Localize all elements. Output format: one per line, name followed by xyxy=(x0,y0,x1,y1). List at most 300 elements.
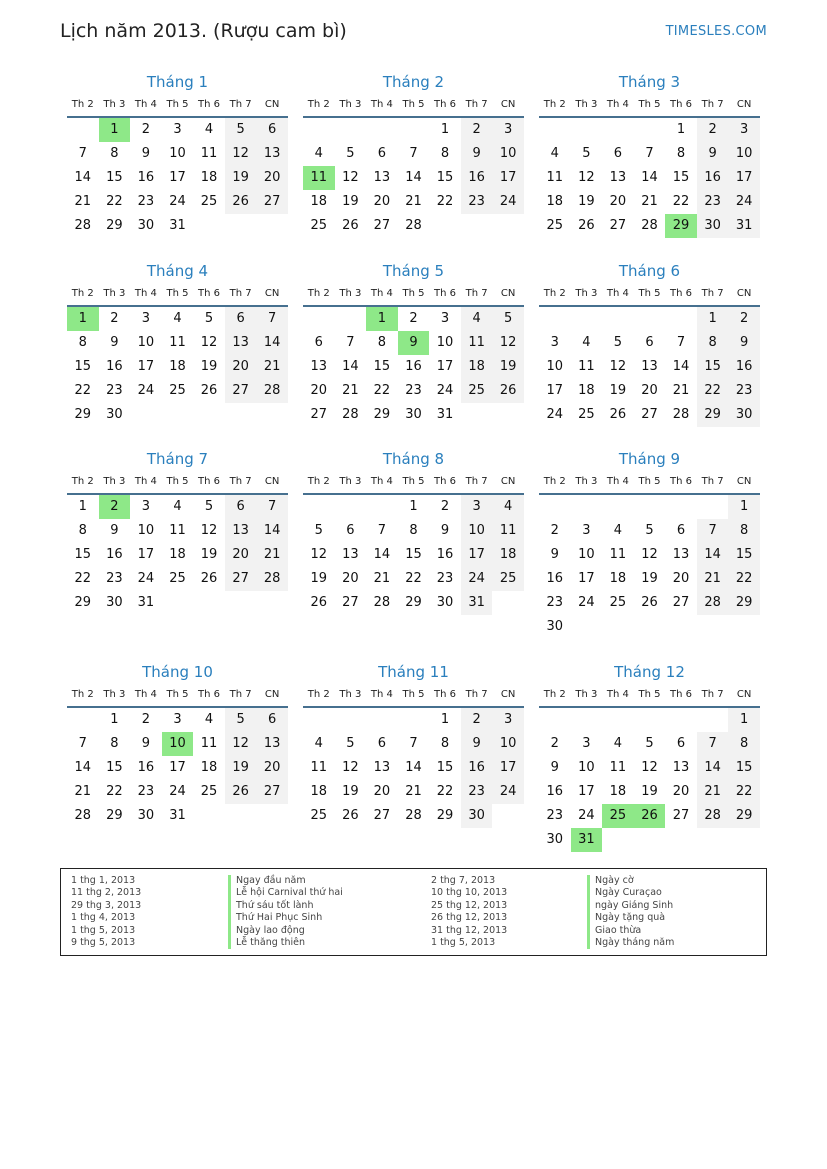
day-cell: 18 xyxy=(200,170,218,185)
day-cell: 23 xyxy=(546,595,564,610)
empty-cell xyxy=(602,708,634,732)
weekday-label: Th 3 xyxy=(103,287,126,299)
weekday-label: Th 3 xyxy=(575,688,598,700)
day-cell: 11 xyxy=(169,335,186,350)
day-cell: 29 xyxy=(405,595,422,610)
day-cell: 16 xyxy=(137,170,155,185)
empty-cell xyxy=(366,118,398,142)
weekday-label: CN xyxy=(264,287,280,299)
weekday-label: Th 6 xyxy=(434,688,457,700)
day-cell: 18 xyxy=(546,194,564,209)
day-cell: 13 xyxy=(256,142,288,166)
day-cell: 30 xyxy=(461,804,493,828)
weekday-header xyxy=(67,92,288,118)
day-cell: 29 xyxy=(728,804,760,828)
weekday-label: Th 2 xyxy=(307,475,330,487)
weekday-label: Th 3 xyxy=(103,98,126,110)
day-cell: 24 xyxy=(546,407,564,422)
day-cell: 19 xyxy=(310,571,328,586)
day-cell: 30 xyxy=(106,407,123,422)
weekday-label: Th 5 xyxy=(166,98,189,110)
day-cell: 31 xyxy=(728,214,760,238)
day-cell: 14 xyxy=(405,760,422,775)
weekday-header xyxy=(303,281,524,307)
day-cell: 22 xyxy=(106,194,123,209)
day-cell: 7 xyxy=(409,736,418,751)
page-title: Lịch năm 2013. (Rượu cam bì) xyxy=(60,20,347,42)
weekday-label: Th 2 xyxy=(543,688,566,700)
day-cell: 3 xyxy=(141,499,151,514)
day-cell: 10 xyxy=(546,359,564,374)
day-cell: 8 xyxy=(697,331,729,355)
month-name: Tháng 4 xyxy=(146,262,209,280)
day-cell: 17 xyxy=(578,784,595,799)
day-cell: 15 xyxy=(106,170,123,185)
day-cell: 23 xyxy=(546,808,564,823)
day-cell: 15 xyxy=(728,756,760,780)
day-cell: 26 xyxy=(641,595,658,610)
holiday-day-cell: 2 xyxy=(99,495,131,519)
day-cell: 4 xyxy=(613,736,623,751)
day-cell: 12 xyxy=(609,359,627,374)
day-grid xyxy=(539,118,760,238)
day-cell: 28 xyxy=(373,595,391,610)
day-cell: 18 xyxy=(169,359,186,374)
day-cell: 21 xyxy=(74,194,92,209)
day-cell: 12 xyxy=(342,760,359,775)
day-cell: 18 xyxy=(578,383,595,398)
day-cell: 17 xyxy=(436,359,454,374)
day-cell: 14 xyxy=(373,547,391,562)
day-cell: 24 xyxy=(492,780,524,804)
weekday-header xyxy=(539,469,760,495)
day-cell: 31 xyxy=(169,218,186,233)
day-cell: 28 xyxy=(256,567,288,591)
day-cell: 14 xyxy=(405,170,422,185)
day-cell: 21 xyxy=(342,383,359,398)
weekday-label: Th 5 xyxy=(638,287,661,299)
day-cell: 18 xyxy=(310,194,328,209)
day-cell: 26 xyxy=(492,379,524,403)
day-cell: 20 xyxy=(225,355,257,379)
day-cell: 11 xyxy=(546,170,564,185)
month-7 xyxy=(67,449,288,615)
day-cell: 22 xyxy=(436,784,454,799)
day-cell: 6 xyxy=(645,335,654,350)
weekday-header xyxy=(303,92,524,118)
day-cell: 9 xyxy=(461,732,493,756)
day-cell: 14 xyxy=(256,519,288,543)
day-cell: 24 xyxy=(169,194,186,209)
weekday-label: CN xyxy=(736,287,752,299)
day-cell: 22 xyxy=(74,571,92,586)
day-cell: 21 xyxy=(405,784,422,799)
day-cell: 23 xyxy=(728,379,760,403)
day-cell: 25 xyxy=(461,379,493,403)
day-cell: 15 xyxy=(373,359,391,374)
day-cell: 8 xyxy=(676,146,686,161)
day-cell: 16 xyxy=(106,547,123,562)
day-cell: 24 xyxy=(169,784,186,799)
weekday-label: Th 2 xyxy=(307,688,330,700)
holiday-day-cell: 31 xyxy=(571,828,603,852)
weekday-label: Th 5 xyxy=(402,287,425,299)
day-grid xyxy=(539,495,760,639)
legend-date: 9 thg 5, 2013 xyxy=(71,936,136,948)
legend-names-1 xyxy=(228,875,343,949)
day-cell: 6 xyxy=(256,118,288,142)
day-cell: 10 xyxy=(728,142,760,166)
day-grid xyxy=(67,307,288,427)
day-cell: 16 xyxy=(461,756,493,780)
legend-date: 2 thg 7, 2013 xyxy=(431,875,496,886)
empty-cell xyxy=(303,708,335,732)
weekday-label: Th 3 xyxy=(575,475,598,487)
weekday-header xyxy=(539,682,760,708)
holiday-legend xyxy=(60,868,767,956)
day-cell: 13 xyxy=(373,760,391,775)
day-cell: 18 xyxy=(461,355,493,379)
day-cell: 30 xyxy=(436,595,454,610)
day-cell: 14 xyxy=(74,760,92,775)
weekday-label: Th 3 xyxy=(339,475,362,487)
day-cell: 8 xyxy=(110,736,119,751)
day-cell: 3 xyxy=(582,523,591,538)
weekday-label: Th 5 xyxy=(402,475,425,487)
day-cell: 26 xyxy=(200,383,218,398)
day-cell: 9 xyxy=(110,335,119,350)
day-cell: 26 xyxy=(578,218,595,233)
weekday-label: CN xyxy=(736,98,752,110)
weekday-label: Th 5 xyxy=(638,475,661,487)
day-cell: 28 xyxy=(641,218,658,233)
day-cell: 27 xyxy=(373,808,391,823)
day-cell: 28 xyxy=(697,591,729,615)
day-cell: 23 xyxy=(461,780,493,804)
month-name: Tháng 11 xyxy=(378,663,449,681)
day-cell: 6 xyxy=(225,307,257,331)
day-cell: 1 xyxy=(676,122,686,137)
day-cell: 22 xyxy=(672,194,690,209)
day-cell: 19 xyxy=(609,383,627,398)
day-cell: 13 xyxy=(373,170,391,185)
weekday-label: Th 7 xyxy=(701,475,724,487)
day-cell: 27 xyxy=(672,808,690,823)
day-cell: 11 xyxy=(461,331,493,355)
day-cell: 5 xyxy=(582,146,591,161)
day-cell: 31 xyxy=(137,595,155,610)
day-cell: 10 xyxy=(137,523,155,538)
day-cell: 3 xyxy=(173,712,182,727)
day-cell: 1 xyxy=(440,712,450,727)
day-grid xyxy=(67,708,288,828)
day-cell: 13 xyxy=(672,547,690,562)
empty-cell xyxy=(335,495,367,519)
legend-holiday: Thứ sáu tốt lành xyxy=(228,900,343,912)
day-cell: 14 xyxy=(256,331,288,355)
empty-cell xyxy=(398,708,430,732)
empty-cell xyxy=(571,307,603,331)
legend-holiday: Ngày Curaçao xyxy=(587,887,674,899)
day-cell: 30 xyxy=(106,595,123,610)
site-link[interactable]: TIMESLES.COM xyxy=(665,24,767,39)
day-cell: 5 xyxy=(346,736,355,751)
weekday-label: Th 2 xyxy=(307,98,330,110)
day-cell: 29 xyxy=(436,808,454,823)
day-cell: 9 xyxy=(141,146,151,161)
day-cell: 7 xyxy=(346,335,355,350)
empty-cell xyxy=(335,708,367,732)
day-cell: 6 xyxy=(256,708,288,732)
day-cell: 7 xyxy=(409,146,418,161)
legend-holiday: Ngày tháng năm xyxy=(587,937,674,949)
day-cell: 2 xyxy=(461,118,493,142)
day-cell: 12 xyxy=(492,331,524,355)
month-4 xyxy=(67,261,288,427)
weekday-label: Th 2 xyxy=(543,475,566,487)
day-cell: 16 xyxy=(546,784,564,799)
weekday-label: Th 2 xyxy=(543,287,566,299)
month-10 xyxy=(67,662,288,828)
day-cell: 9 xyxy=(550,547,559,562)
legend-holiday: Ngày cờ xyxy=(587,875,674,887)
day-cell: 26 xyxy=(342,808,359,823)
day-cell: 2 xyxy=(409,311,418,326)
day-cell: 24 xyxy=(137,571,155,586)
day-cell: 2 xyxy=(110,311,119,326)
month-name: Tháng 5 xyxy=(382,262,445,280)
day-cell: 27 xyxy=(641,407,658,422)
weekday-label: Th 7 xyxy=(465,475,488,487)
day-cell: 16 xyxy=(546,571,564,586)
weekday-header xyxy=(67,682,288,708)
day-cell: 20 xyxy=(256,756,288,780)
weekday-label: Th 4 xyxy=(134,287,157,299)
day-cell: 15 xyxy=(74,547,92,562)
weekday-label: CN xyxy=(500,287,516,299)
day-cell: 12 xyxy=(342,170,359,185)
weekday-label: Th 3 xyxy=(339,98,362,110)
day-cell: 31 xyxy=(461,591,493,615)
weekday-header xyxy=(67,469,288,495)
weekday-label: CN xyxy=(500,475,516,487)
day-cell: 26 xyxy=(225,190,257,214)
day-cell: 21 xyxy=(697,567,729,591)
day-cell: 8 xyxy=(440,146,450,161)
day-cell: 4 xyxy=(613,523,623,538)
day-grid xyxy=(67,118,288,238)
empty-cell xyxy=(665,708,697,732)
day-cell: 11 xyxy=(169,523,186,538)
weekday-label: Th 5 xyxy=(638,688,661,700)
day-cell: 17 xyxy=(461,543,493,567)
day-cell: 25 xyxy=(169,571,186,586)
legend-date: 25 thg 12, 2013 xyxy=(431,899,508,911)
day-cell: 8 xyxy=(110,146,119,161)
day-cell: 5 xyxy=(225,118,257,142)
weekday-label: Th 5 xyxy=(402,688,425,700)
day-cell: 13 xyxy=(256,732,288,756)
day-cell: 26 xyxy=(609,407,627,422)
legend-date: 11 thg 2, 2013 xyxy=(71,887,142,899)
weekday-label: Th 4 xyxy=(370,287,393,299)
day-cell: 7 xyxy=(256,307,288,331)
empty-cell xyxy=(602,118,634,142)
month-9 xyxy=(539,449,760,639)
month-1 xyxy=(67,72,288,238)
month-name: Tháng 6 xyxy=(618,262,681,280)
day-grid xyxy=(539,708,760,852)
legend-date: 1 thg 5, 2013 xyxy=(71,924,136,936)
day-cell: 20 xyxy=(373,784,391,799)
day-cell: 16 xyxy=(106,359,123,374)
holiday-day-cell: 1 xyxy=(99,118,131,142)
day-cell: 31 xyxy=(436,407,454,422)
holiday-day-cell: 9 xyxy=(398,331,430,355)
day-cell: 3 xyxy=(550,335,559,350)
day-cell: 3 xyxy=(173,122,182,137)
legend-date: 1 thg 4, 2013 xyxy=(71,912,136,924)
day-cell: 14 xyxy=(697,543,729,567)
day-cell: 2 xyxy=(728,307,760,331)
weekday-label: CN xyxy=(264,98,280,110)
month-6 xyxy=(539,261,760,427)
day-cell: 19 xyxy=(641,571,658,586)
day-cell: 9 xyxy=(550,760,559,775)
month-12 xyxy=(539,662,760,852)
day-cell: 15 xyxy=(74,359,92,374)
legend-date: 31 thg 12, 2013 xyxy=(431,924,508,936)
day-cell: 11 xyxy=(609,547,627,562)
day-cell: 9 xyxy=(728,331,760,355)
month-3 xyxy=(539,72,760,238)
day-cell: 3 xyxy=(440,311,450,326)
day-cell: 23 xyxy=(461,190,493,214)
holiday-day-cell: 26 xyxy=(634,804,666,828)
day-cell: 3 xyxy=(141,311,151,326)
day-cell: 21 xyxy=(74,784,92,799)
day-cell: 27 xyxy=(672,595,690,610)
day-cell: 29 xyxy=(697,403,729,427)
weekday-label: Th 3 xyxy=(575,287,598,299)
weekday-label: Th 4 xyxy=(370,688,393,700)
legend-date: 29 thg 3, 2013 xyxy=(71,899,142,911)
day-cell: 23 xyxy=(436,571,454,586)
weekday-label: Th 4 xyxy=(134,475,157,487)
day-cell: 13 xyxy=(310,359,328,374)
empty-cell xyxy=(634,495,666,519)
empty-cell xyxy=(303,495,335,519)
legend-dates-1 xyxy=(71,875,141,949)
day-cell: 22 xyxy=(373,383,391,398)
empty-cell xyxy=(665,307,697,331)
day-cell: 25 xyxy=(492,567,524,591)
weekday-label: Th 6 xyxy=(670,287,693,299)
day-cell: 27 xyxy=(256,190,288,214)
day-cell: 10 xyxy=(578,760,595,775)
weekday-label: Th 5 xyxy=(166,287,189,299)
day-cell: 15 xyxy=(672,170,690,185)
day-cell: 3 xyxy=(492,708,524,732)
day-cell: 26 xyxy=(225,780,257,804)
day-cell: 17 xyxy=(169,760,186,775)
day-cell: 6 xyxy=(377,146,387,161)
day-cell: 17 xyxy=(492,166,524,190)
day-cell: 11 xyxy=(609,760,627,775)
day-cell: 27 xyxy=(310,407,328,422)
legend-date: 26 thg 12, 2013 xyxy=(431,912,508,924)
day-cell: 29 xyxy=(74,407,92,422)
weekday-label: Th 7 xyxy=(701,688,724,700)
day-cell: 30 xyxy=(405,407,422,422)
day-cell: 21 xyxy=(256,355,288,379)
empty-cell xyxy=(539,307,571,331)
day-cell: 10 xyxy=(492,142,524,166)
weekday-label: Th 6 xyxy=(670,688,693,700)
day-cell: 1 xyxy=(110,712,119,727)
weekday-label: Th 5 xyxy=(638,98,661,110)
weekday-label: Th 2 xyxy=(71,688,94,700)
weekday-label: Th 5 xyxy=(402,98,425,110)
day-cell: 27 xyxy=(373,218,391,233)
day-cell: 8 xyxy=(78,335,87,350)
weekday-label: CN xyxy=(736,475,752,487)
day-cell: 30 xyxy=(728,403,760,427)
day-cell: 25 xyxy=(310,218,328,233)
day-cell: 15 xyxy=(436,170,454,185)
day-cell: 22 xyxy=(74,383,92,398)
empty-cell xyxy=(303,118,335,142)
day-cell: 12 xyxy=(310,547,328,562)
weekday-label: Th 4 xyxy=(370,98,393,110)
weekday-label: Th 5 xyxy=(166,688,189,700)
day-grid xyxy=(303,307,524,427)
weekday-label: Th 6 xyxy=(198,98,221,110)
holiday-day-cell: 10 xyxy=(162,732,194,756)
day-grid xyxy=(539,307,760,427)
day-cell: 2 xyxy=(461,708,493,732)
day-cell: 30 xyxy=(697,214,729,238)
day-cell: 10 xyxy=(436,335,454,350)
weekday-label: Th 4 xyxy=(606,287,629,299)
day-cell: 5 xyxy=(346,146,355,161)
holiday-day-cell: 29 xyxy=(665,214,697,238)
empty-cell xyxy=(67,118,99,142)
weekday-label: Th 7 xyxy=(229,98,252,110)
day-cell: 25 xyxy=(310,808,328,823)
day-cell: 12 xyxy=(200,335,218,350)
empty-cell xyxy=(634,708,666,732)
day-cell: 12 xyxy=(641,760,658,775)
weekday-label: Th 6 xyxy=(434,98,457,110)
day-cell: 2 xyxy=(550,523,559,538)
day-cell: 2 xyxy=(440,499,450,514)
empty-cell xyxy=(539,708,571,732)
day-cell: 22 xyxy=(728,567,760,591)
legend-holiday: Ngày lao động xyxy=(228,925,343,937)
day-cell: 26 xyxy=(310,595,328,610)
day-cell: 1 xyxy=(728,495,760,519)
day-cell: 8 xyxy=(728,732,760,756)
empty-cell xyxy=(571,495,603,519)
weekday-label: Th 4 xyxy=(134,688,157,700)
day-cell: 13 xyxy=(342,547,359,562)
weekday-label: Th 4 xyxy=(370,475,393,487)
day-cell: 23 xyxy=(697,190,729,214)
weekday-header xyxy=(303,682,524,708)
day-cell: 7 xyxy=(78,146,87,161)
legend-dates-2 xyxy=(431,875,507,949)
